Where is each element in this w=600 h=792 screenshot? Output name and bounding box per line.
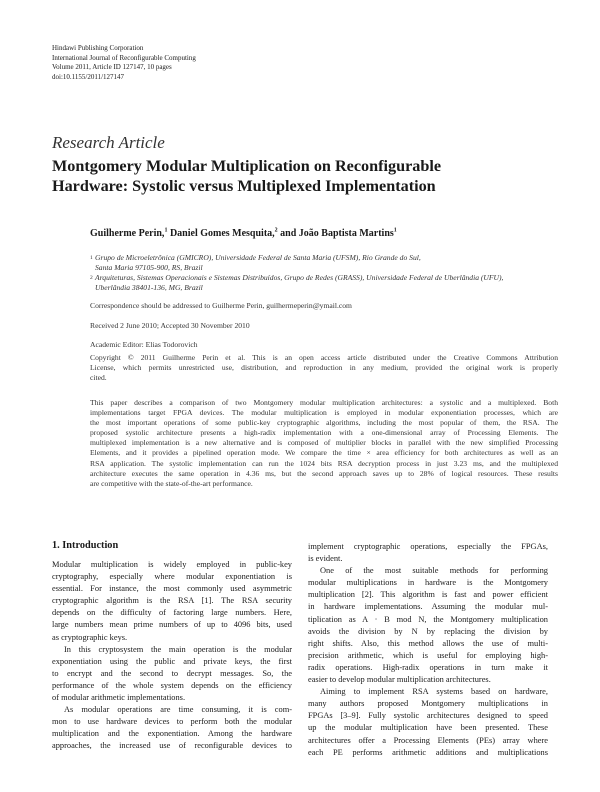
journal-header	[52, 44, 196, 82]
body-text-line: right shifts. Also, this method allows the use of multi-	[308, 638, 548, 648]
affiliation-number: 1	[90, 255, 93, 261]
body-text-line: each PE performs arithmetic additions and multiplications	[308, 747, 548, 757]
abstract-line: RSA application. The systolic implementation can run the 1024 bits RSA decryption process in just 3.23 ms, and the multiplexed	[90, 458, 558, 468]
abstract	[90, 398, 558, 489]
body-text-line: Aiming to implement RSA systems based on hardware,	[320, 687, 548, 697]
abstract-line: implementations target FPGA devices. The modular multiplication is employed in modular exponentiation processes, which are	[90, 408, 558, 418]
publisher-line: Hindawi Publishing Corporation	[52, 44, 144, 52]
title-line: Hardware: Systolic versus Multiplexed Implementation	[52, 177, 436, 195]
copyright-notice	[90, 353, 558, 383]
body-text-line: implement cryptographic operations, especially the FPGAs,	[308, 542, 548, 551]
body-text-line: as cryptographic keys.	[52, 632, 128, 642]
abstract-line: This paper describes a comparison of two Montgomery modular multiplication architectures: a systolic and a multiplexed. Both	[90, 398, 558, 407]
body-text-line: essential. For instance, the most commonly used asymmetric	[52, 584, 292, 594]
body-text-line: radix operations. High-radix operations in turn make it	[308, 662, 548, 672]
body-text-line: up the modular multiplication have been presented. These	[308, 723, 548, 733]
journal-line: International Journal of Reconfigurable Computing	[52, 53, 196, 62]
body-text-line: to encrypt and the second to decrypt messages. So, the	[52, 668, 292, 678]
copyright-line: cited.	[90, 373, 107, 383]
section-heading: 1. Introduction	[52, 540, 119, 551]
body-column-right	[308, 541, 548, 759]
article-type: Research Article	[52, 133, 165, 152]
body-text-line: performance of the whole system depends on the efficiency	[52, 680, 292, 690]
body-text-line: of modular arithmetic implementations.	[52, 693, 186, 703]
author-name: Guilherme Perin,	[90, 228, 165, 239]
paper-title	[52, 156, 552, 196]
body-text-line: depends on the difficulty of factoring large numbers. Here,	[52, 608, 292, 618]
abstract-line: are competitive with the state-of-the-art performance.	[90, 478, 253, 488]
abstract-line: architecture executes the same operation in 4.36 ms, but the second approach saves up to 28% of logical resources. These results	[90, 468, 558, 478]
volume-line: Volume 2011, Article ID 127147, 10 pages	[52, 63, 172, 72]
body-text-line: avoids the division by N by replacing the division by	[308, 626, 548, 636]
copyright-line: Copyright © 2011 Guilherme Perin et al. This is an open access article distributed under the Creative Commons Attribution	[90, 353, 558, 362]
body-text-line: in hardware implementations. Assuming the modular mul-	[308, 602, 548, 612]
body-text-line: architectures offer a Processing Elements (PEs) array where	[308, 735, 548, 745]
received-dates: Received 2 June 2010; Accepted 30 November 2010	[90, 321, 250, 330]
author-affiliation-mark: 1	[393, 227, 397, 234]
body-text-line: multiplication [2]. This algorithm is fast and power efficient	[308, 590, 548, 600]
doi-line: doi:10.1155/2011/127147	[52, 72, 125, 81]
body-text-line: FPGAs [3–9]. Fully systolic architectures designed to speed	[308, 711, 548, 721]
abstract-line: the most important operations of some public-key cryptographic algorithms, including the most popular of them, the RSA. The	[90, 418, 558, 428]
academic-editor: Academic Editor: Elias Todorovich	[90, 340, 198, 349]
copyright-line: License, which permits unrestricted use, distribution, and reproduction in any medium, provided the original work is properly	[90, 363, 558, 373]
body-text-line: As modular operations are time consuming, it is com-	[64, 705, 292, 715]
title-line: Montgomery Modular Multiplication on Reconfigurable	[52, 157, 442, 175]
affiliation-number: 2	[90, 275, 93, 281]
body-text-line: large numbers mean prime numbers of up to 4096 bits, used	[52, 620, 292, 630]
body-text-line: In this cryptosystem the main operation is the modular	[64, 644, 292, 654]
correspondence-note: Correspondence should be addressed to Guilherme Perin, guilhermeperin@ymail.com	[90, 301, 352, 310]
body-text-line: tiplication as A · B mod N, the Montgomery multiplication	[308, 614, 548, 624]
affiliation-line: Grupo de Microeletrônica (GMICRO), Universidade Federal de Santa Maria (UFSM), Rio Grande do Sul,	[95, 253, 421, 262]
body-text-line: cryptographic algorithm is the RSA [1]. The RSA security	[52, 596, 292, 606]
body-text-line: exponentiation using the public and private keys, the first	[52, 656, 292, 666]
author-name: Daniel Gomes Mesquita,	[167, 228, 275, 239]
abstract-line: proposed systolic architecture presents a high-radix implementation with a one-dimensional array of Processing Elements. The	[90, 428, 558, 438]
body-text-line: modular multiplications in hardware is the Montgomery	[308, 578, 548, 588]
author-affiliation-mark: 1	[164, 227, 168, 234]
author-list	[90, 228, 397, 239]
author-affiliation-mark: 2	[274, 227, 278, 234]
body-text-line: many authors proposed Montgomery multiplications in	[308, 699, 548, 709]
affiliation-line: Santa Maria 97105-900, RS, Brazil	[95, 263, 203, 272]
affiliation	[90, 273, 560, 293]
body-text-line: is evident.	[308, 554, 343, 564]
affiliation	[90, 253, 560, 273]
body-text-line: mon to use hardware devices to perform both the modular	[52, 717, 292, 727]
body-column-left	[52, 559, 292, 753]
abstract-line: Elements, and it provides a pipelined operation mode. We compare the time × area efficiency for both architectures as well as an	[90, 448, 558, 458]
abstract-line: multiplexed implementation is a new alternative and is composed of multiplier blocks in parallel with the new simplified Processing	[90, 438, 558, 448]
affiliation-line: Uberlândia 38401-136, MG, Brazil	[95, 283, 203, 292]
body-text-line: multiplication and the exponentiation. Among the hardware	[52, 729, 292, 739]
body-text-line: precision arithmetic, which is useful for employing high-	[308, 650, 548, 660]
body-text-line: One of the most suitable methods for performing	[320, 566, 548, 576]
body-text-line: easier to develop modular multiplication architectures.	[308, 675, 491, 685]
body-text-line: cryptography, especially where modular exponentiation is	[52, 572, 292, 582]
affiliation-line: Arquiteturas, Sistemas Operacionais e Sistemas Distribuídos, Grupo de Redes (GRASS), Universidade Federal de Uberlândia (UFU),	[95, 273, 504, 282]
author-name: and João Baptista Martins	[277, 228, 394, 239]
body-text-line: Modular multiplication is widely employed in public-key	[52, 560, 292, 569]
body-text-line: approaches, the increased use of reconfigurable devices to	[52, 741, 292, 751]
